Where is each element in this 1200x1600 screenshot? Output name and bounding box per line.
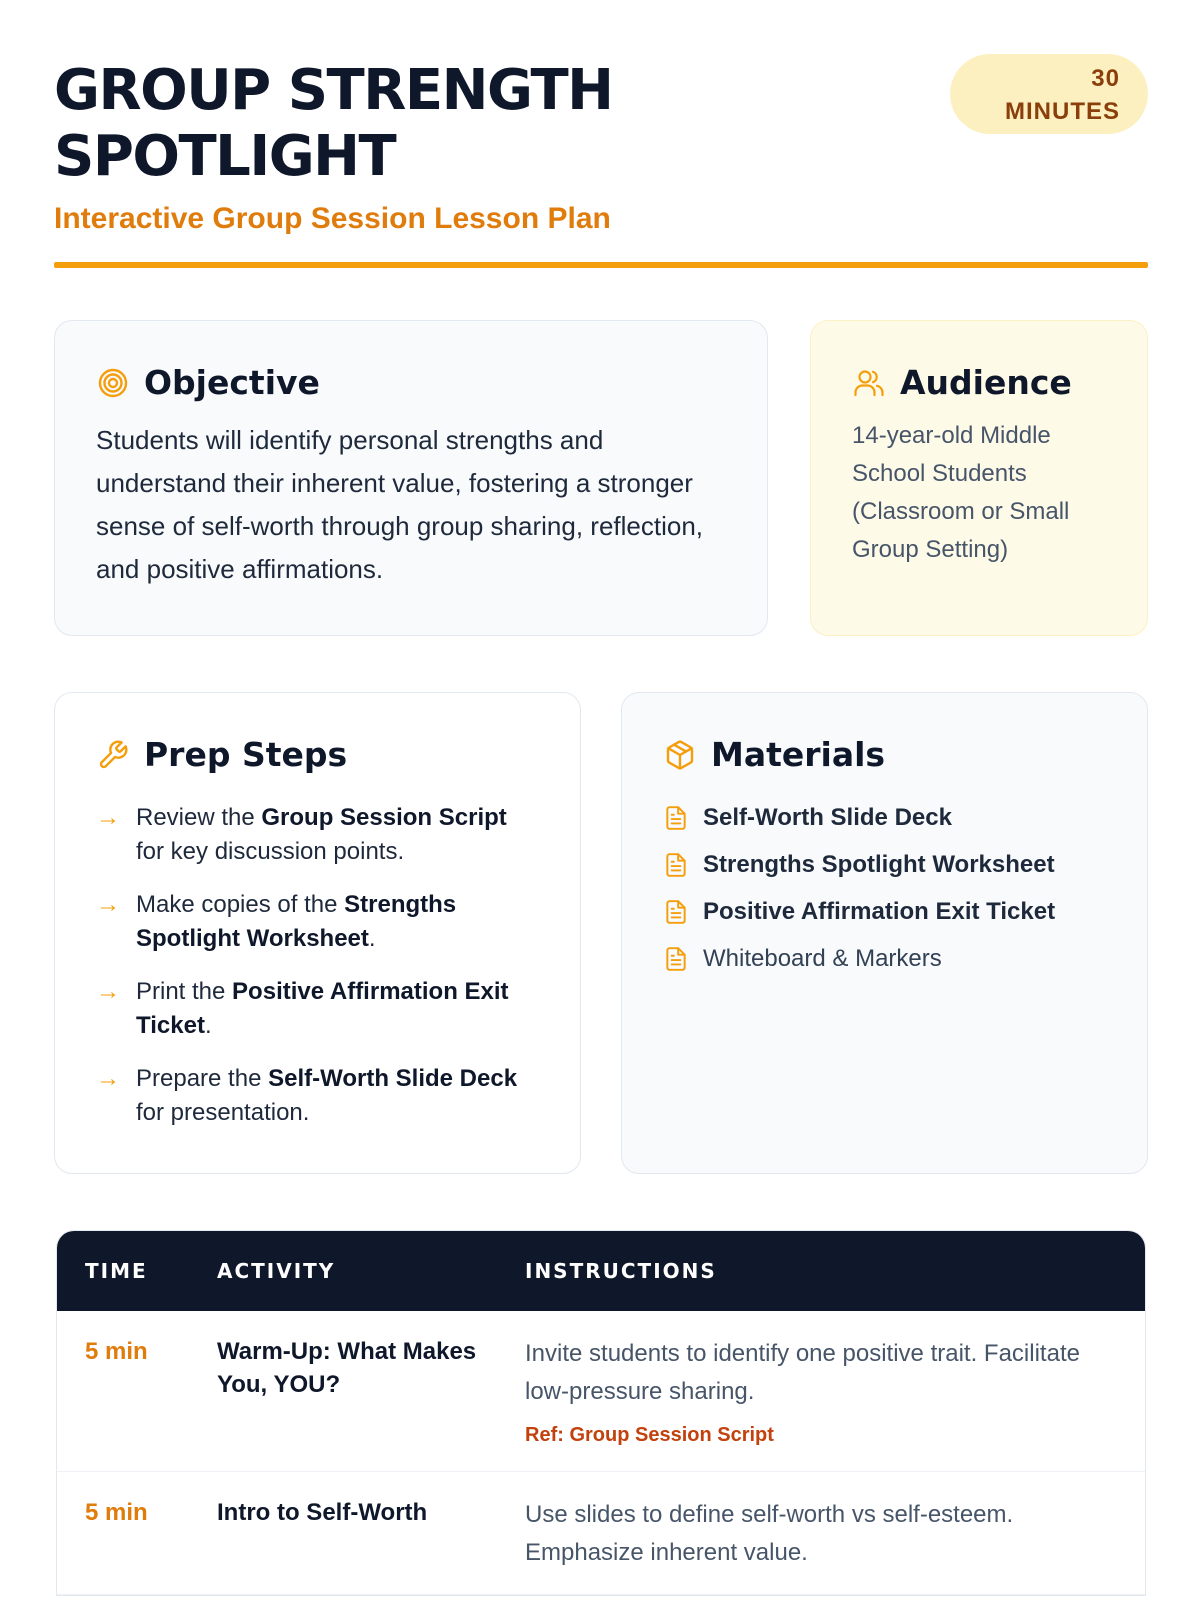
column-header-time: TIME: [85, 1259, 148, 1283]
row-instructions-text: Use slides to define self-worth vs self-esteem. Emphasize inherent value.: [525, 1501, 1014, 1566]
row-time: 5 min: [85, 1338, 148, 1365]
table-row: [57, 1472, 1145, 1595]
audience-text: 14-year-old Middle School Students (Classroom or Small Group Setting): [852, 422, 1070, 563]
row-instructions: [525, 1496, 1145, 1572]
page-header: [54, 58, 1148, 236]
page-subtitle: Interactive Group Session Lesson Plan: [54, 202, 611, 235]
audience-heading-text: Audience: [900, 363, 1072, 402]
row-reference: Ref: Group Session Script: [525, 1424, 774, 1446]
prep-heading: [96, 735, 540, 775]
material-item: Strengths Spotlight Worksheet: [663, 848, 1107, 882]
target-icon: [96, 366, 130, 400]
document-icon: [663, 899, 689, 925]
prep-heading-text: Prep Steps: [144, 735, 348, 774]
duration-badge: [950, 54, 1148, 134]
schedule-table: [56, 1230, 1146, 1596]
arrow-right-icon: →: [96, 891, 120, 918]
header-divider: [54, 262, 1148, 268]
row-instructions-text: Invite students to identify one positive trait. Facilitate low-pressure sharing.: [525, 1340, 1080, 1405]
materials-heading-text: Materials: [711, 735, 886, 774]
material-item: Self-Worth Slide Deck: [663, 801, 1107, 835]
page-title: GROUP STRENGTH SPOTLIGHT: [54, 58, 613, 189]
arrow-right-icon: →: [96, 804, 120, 831]
duration-unit: MINUTES: [1005, 98, 1120, 125]
users-icon: [852, 366, 886, 400]
materials-heading: [663, 735, 1107, 775]
materials-card: [621, 692, 1148, 1174]
row-activity: Intro to Self-Worth: [217, 1499, 428, 1526]
audience-card: [810, 320, 1148, 636]
materials-list: [663, 801, 1107, 976]
prep-step: → Prepare the Self-Worth Slide Deck for presentation.: [96, 1062, 540, 1130]
objective-heading: [96, 363, 727, 403]
material-item: Whiteboard & Markers: [663, 942, 1107, 976]
row-instructions: [525, 1335, 1145, 1449]
objective-card: [54, 320, 768, 636]
audience-heading: [852, 363, 1107, 403]
prep-step: → Make copies of the Strengths Spotlight Worksheet.: [96, 888, 540, 956]
column-header-instructions: INSTRUCTIONS: [525, 1259, 717, 1283]
prep-step: → Print the Positive Affirmation Exit Ticket.: [96, 975, 540, 1043]
arrow-right-icon: →: [96, 978, 120, 1005]
prep-step: → Review the Group Session Script for key discussion points.: [96, 801, 540, 869]
document-icon: [663, 946, 689, 972]
document-icon: [663, 852, 689, 878]
duration-value: 30: [1091, 65, 1120, 92]
wrench-icon: [96, 738, 130, 772]
column-header-activity: ACTIVITY: [217, 1259, 336, 1283]
objective-heading-text: Objective: [144, 363, 320, 402]
table-row: [57, 1311, 1145, 1472]
objective-text: Students will identify personal strengths and understand their inherent value, fostering a stronger sense of self-worth through group sharing, reflection, and positive affirmations.: [96, 425, 704, 584]
row-time: 5 min: [85, 1499, 148, 1526]
table-header: [57, 1231, 1145, 1311]
row-activity: Warm-Up: What Makes You, YOU?: [217, 1338, 477, 1398]
prep-steps-list: [96, 801, 540, 1130]
document-icon: [663, 805, 689, 831]
prep-steps-card: [54, 692, 581, 1174]
package-icon: [663, 738, 697, 772]
material-item: Positive Affirmation Exit Ticket: [663, 895, 1107, 929]
arrow-right-icon: →: [96, 1065, 120, 1092]
